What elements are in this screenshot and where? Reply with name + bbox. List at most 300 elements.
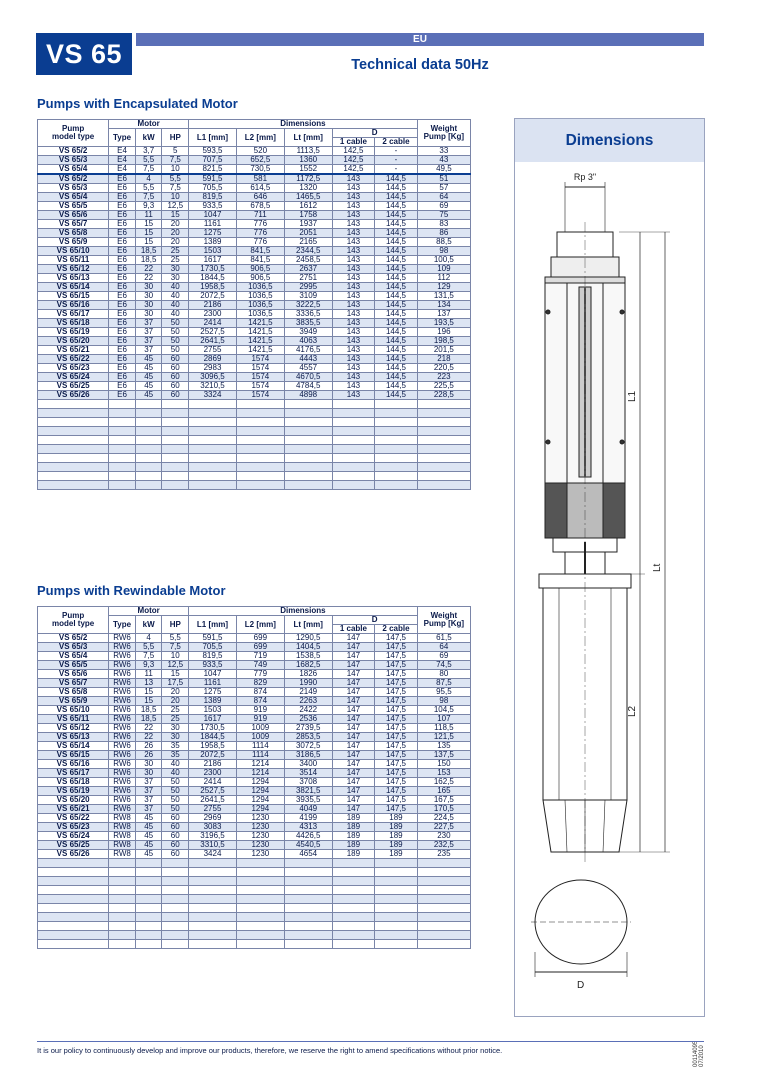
- table-cell: E4: [109, 147, 136, 156]
- table-cell: E6: [109, 355, 136, 364]
- table-cell: 4898: [284, 391, 332, 400]
- table-cell: 45: [135, 373, 162, 382]
- table-cell: 4: [135, 174, 162, 184]
- table-cell: E4: [109, 165, 136, 175]
- table-cell: 87,5: [417, 679, 470, 688]
- table-cell: RW6: [109, 805, 136, 814]
- col-weight-unit: Pump [Kg]: [423, 619, 465, 628]
- table-cell: 4: [135, 634, 162, 643]
- table-cell: 3336,5: [284, 310, 332, 319]
- table-cell: VS 65/9: [38, 238, 109, 247]
- table-cell: 1758: [284, 211, 332, 220]
- table-cell: 1230: [236, 850, 284, 859]
- table-row: [38, 814, 471, 823]
- table-cell: RW6: [109, 697, 136, 706]
- table-row-empty: [38, 409, 471, 418]
- table-cell: VS 65/4: [38, 193, 109, 202]
- table-cell: 3400: [284, 760, 332, 769]
- table-cell: 144,5: [375, 292, 418, 301]
- table-cell: VS 65/14: [38, 742, 109, 751]
- table-cell: E6: [109, 256, 136, 265]
- table-cell: 2641,5: [189, 337, 237, 346]
- table-cell: 4176,5: [284, 346, 332, 355]
- table-row: [38, 841, 471, 850]
- table-row-empty: [38, 481, 471, 490]
- table-cell: 189: [332, 850, 375, 859]
- table-row-empty: [38, 445, 471, 454]
- table-cell: E6: [109, 310, 136, 319]
- table-cell: 933,5: [189, 661, 237, 670]
- table-cell: VS 65/4: [38, 652, 109, 661]
- table-cell: 147,5: [375, 715, 418, 724]
- table-cell: 15: [135, 697, 162, 706]
- col-pump: Pump: [62, 124, 85, 133]
- table-cell: VS 65/24: [38, 373, 109, 382]
- col-weight: [417, 120, 470, 147]
- col-hp: HP: [162, 616, 189, 634]
- table-cell: 189: [332, 832, 375, 841]
- rp-label: Rp 3": [573, 172, 597, 182]
- table-row: [38, 679, 471, 688]
- table-cell: 1421,5: [236, 346, 284, 355]
- table-cell: 2165: [284, 238, 332, 247]
- table-cell: VS 65/16: [38, 760, 109, 769]
- table-cell: 3096,5: [189, 373, 237, 382]
- table-cell: VS 65/15: [38, 292, 109, 301]
- table-cell: 150: [417, 760, 470, 769]
- table-cell: E6: [109, 193, 136, 202]
- table-cell: VS 65/26: [38, 850, 109, 859]
- table-cell: 144,5: [375, 337, 418, 346]
- table-cell: VS 65/17: [38, 310, 109, 319]
- table-cell: 5,5: [162, 174, 189, 184]
- col-weight-unit: Pump [Kg]: [423, 132, 465, 141]
- table-row: [38, 742, 471, 751]
- col-model-type: model type: [52, 132, 95, 141]
- table-cell: 143: [332, 256, 375, 265]
- table-cell: VS 65/10: [38, 706, 109, 715]
- table-cell: 10: [162, 652, 189, 661]
- table-cell: 60: [162, 355, 189, 364]
- table-cell: 2739,5: [284, 724, 332, 733]
- table-cell: VS 65/3: [38, 643, 109, 652]
- table-row-empty: [38, 931, 471, 940]
- table-cell: 12,5: [162, 661, 189, 670]
- table-cell: 88,5: [417, 238, 470, 247]
- table-cell: VS 65/3: [38, 156, 109, 165]
- table-cell: 2527,5: [189, 328, 237, 337]
- table-cell: VS 65/3: [38, 184, 109, 193]
- table-cell: 143: [332, 184, 375, 193]
- table-cell: VS 65/24: [38, 832, 109, 841]
- table-cell: 1036,5: [236, 301, 284, 310]
- table-cell: 144,5: [375, 274, 418, 283]
- col-kw: kW: [135, 129, 162, 147]
- table-row-empty: [38, 886, 471, 895]
- col-l2: L2 [mm]: [236, 129, 284, 147]
- table-cell: 193,5: [417, 319, 470, 328]
- drawing-code: 00114095 07/2010: [693, 1040, 705, 1067]
- table-cell: E6: [109, 247, 136, 256]
- table-cell: 919: [236, 715, 284, 724]
- table-row-empty: [38, 913, 471, 922]
- table-cell: 1114: [236, 742, 284, 751]
- table-cell: 2983: [189, 364, 237, 373]
- table-cell: 189: [332, 823, 375, 832]
- table-cell: 147,5: [375, 661, 418, 670]
- table-cell: RW6: [109, 661, 136, 670]
- table-cell: 1612: [284, 202, 332, 211]
- table-cell: 144,5: [375, 382, 418, 391]
- table-cell: 144,5: [375, 391, 418, 400]
- table-cell: E6: [109, 238, 136, 247]
- table-cell: VS 65/13: [38, 733, 109, 742]
- table-cell: 80: [417, 670, 470, 679]
- table-cell: 776: [236, 220, 284, 229]
- table-cell: 1230: [236, 823, 284, 832]
- table-cell: 1294: [236, 787, 284, 796]
- table-cell: 1230: [236, 814, 284, 823]
- table-cell: 147,5: [375, 643, 418, 652]
- table-cell: 143: [332, 301, 375, 310]
- table-cell: E6: [109, 211, 136, 220]
- table-cell: 1730,5: [189, 724, 237, 733]
- col-1-cable: 1 cable: [332, 625, 375, 634]
- table-cell: 143: [332, 373, 375, 382]
- table-cell: 143: [332, 174, 375, 184]
- table-cell: 144,5: [375, 301, 418, 310]
- table-row: [38, 301, 471, 310]
- table-cell: VS 65/25: [38, 382, 109, 391]
- table-cell: -: [375, 147, 418, 156]
- table-cell: 98: [417, 247, 470, 256]
- table-cell: 135: [417, 742, 470, 751]
- region-bar: EU: [136, 33, 704, 46]
- col-kw: kW: [135, 616, 162, 634]
- table-cell: 1574: [236, 373, 284, 382]
- table-cell: 121,5: [417, 733, 470, 742]
- table-cell: VS 65/6: [38, 211, 109, 220]
- table-cell: 147,5: [375, 796, 418, 805]
- table-cell: 3949: [284, 328, 332, 337]
- table-cell: 60: [162, 391, 189, 400]
- table-cell: 224,5: [417, 814, 470, 823]
- table-cell: 147,5: [375, 778, 418, 787]
- table-cell: 144,5: [375, 373, 418, 382]
- table-cell: 25: [162, 247, 189, 256]
- table-cell: 1617: [189, 715, 237, 724]
- table-cell: 43: [417, 156, 470, 165]
- table-cell: 30: [162, 274, 189, 283]
- table-row: [38, 697, 471, 706]
- table-cell: 5,5: [135, 643, 162, 652]
- table-cell: 15: [135, 229, 162, 238]
- table-cell: E6: [109, 328, 136, 337]
- table-cell: 144,5: [375, 184, 418, 193]
- table-cell: 143: [332, 364, 375, 373]
- table-cell: 142,5: [332, 147, 375, 156]
- table-cell: 3196,5: [189, 832, 237, 841]
- table-cell: -: [375, 156, 418, 165]
- table-row-empty: [38, 904, 471, 913]
- table-cell: 2869: [189, 355, 237, 364]
- table-cell: 15: [162, 670, 189, 679]
- table-cell: 189: [375, 841, 418, 850]
- table-cell: 5,5: [162, 634, 189, 643]
- table-cell: 4784,5: [284, 382, 332, 391]
- table-cell: 1503: [189, 247, 237, 256]
- col-l1: L1 [mm]: [189, 616, 237, 634]
- lt-label: Lt: [652, 563, 663, 572]
- table-cell: 147: [332, 697, 375, 706]
- table-cell: 144,5: [375, 202, 418, 211]
- table-cell: 30: [162, 724, 189, 733]
- table-row-empty: [38, 454, 471, 463]
- table-cell: 1552: [284, 165, 332, 175]
- table-cell: 143: [332, 346, 375, 355]
- table-cell: 1214: [236, 760, 284, 769]
- table-cell: VS 65/5: [38, 661, 109, 670]
- table-cell: 50: [162, 328, 189, 337]
- table-cell: 235: [417, 850, 470, 859]
- table-cell: 3935,5: [284, 796, 332, 805]
- table-cell: 147,5: [375, 805, 418, 814]
- table-cell: 143: [332, 382, 375, 391]
- table-cell: 1320: [284, 184, 332, 193]
- table-cell: RW6: [109, 742, 136, 751]
- table-cell: 730,5: [236, 165, 284, 175]
- table-cell: 20: [162, 229, 189, 238]
- section-title-encapsulated: Pumps with Encapsulated Motor: [37, 96, 238, 111]
- table-row: [38, 769, 471, 778]
- table-cell: 699: [236, 634, 284, 643]
- table-cell: 17,5: [162, 679, 189, 688]
- col-1-cable: 1 cable: [332, 138, 375, 147]
- table-cell: 144,5: [375, 238, 418, 247]
- table-cell: VS 65/9: [38, 697, 109, 706]
- table-row: [38, 184, 471, 193]
- table-cell: 25: [162, 706, 189, 715]
- table-cell: 1465,5: [284, 193, 332, 202]
- table-cell: 719: [236, 652, 284, 661]
- table-cell: VS 65/26: [38, 391, 109, 400]
- table-cell: 37: [135, 328, 162, 337]
- table-row-empty: [38, 427, 471, 436]
- col-lt: Lt [mm]: [284, 616, 332, 634]
- table-cell: 109: [417, 265, 470, 274]
- table-cell: 223: [417, 373, 470, 382]
- table-cell: VS 65/8: [38, 229, 109, 238]
- table-cell: 20: [162, 688, 189, 697]
- table-row: [38, 265, 471, 274]
- table-cell: 25: [162, 715, 189, 724]
- table-cell: 2186: [189, 760, 237, 769]
- table-cell: 18,5: [135, 247, 162, 256]
- table-cell: 10: [162, 193, 189, 202]
- table-cell: 60: [162, 814, 189, 823]
- table-cell: RW6: [109, 715, 136, 724]
- table-cell: 129: [417, 283, 470, 292]
- table-cell: 821,5: [189, 165, 237, 175]
- page-title: Technical data 50Hz: [351, 57, 489, 73]
- table-cell: 15: [135, 688, 162, 697]
- col-weight-label: Weight: [430, 611, 458, 620]
- table-cell: 819,5: [189, 193, 237, 202]
- table-cell: 7,5: [162, 643, 189, 652]
- table-cell: 1574: [236, 382, 284, 391]
- table-cell: 143: [332, 391, 375, 400]
- table-cell: 22: [135, 265, 162, 274]
- table-cell: 45: [135, 823, 162, 832]
- table-cell: VS 65/23: [38, 823, 109, 832]
- table-cell: 1421,5: [236, 328, 284, 337]
- table-cell: RW6: [109, 769, 136, 778]
- table-cell: 3186,5: [284, 751, 332, 760]
- table-cell: 45: [135, 814, 162, 823]
- table-cell: 137,5: [417, 751, 470, 760]
- table-cell: VS 65/18: [38, 319, 109, 328]
- table-cell: 705,5: [189, 643, 237, 652]
- dimensions-title: Dimensions: [515, 119, 704, 162]
- table-cell: 144,5: [375, 355, 418, 364]
- table-cell: VS 65/21: [38, 805, 109, 814]
- table-cell: 75: [417, 211, 470, 220]
- table-cell: 776: [236, 238, 284, 247]
- table-cell: 3072,5: [284, 742, 332, 751]
- table-cell: 147: [332, 661, 375, 670]
- table-cell: 3424: [189, 850, 237, 859]
- table-cell: 147,5: [375, 652, 418, 661]
- table-row-empty: [38, 877, 471, 886]
- table-cell: RW8: [109, 841, 136, 850]
- table-cell: 3222,5: [284, 301, 332, 310]
- table-cell: 4199: [284, 814, 332, 823]
- table-cell: RW6: [109, 634, 136, 643]
- table-cell: 2051: [284, 229, 332, 238]
- table-cell: 1294: [236, 778, 284, 787]
- table-cell: VS 65/5: [38, 202, 109, 211]
- table-cell: 143: [332, 283, 375, 292]
- d-label: D: [577, 980, 585, 991]
- table-cell: 220,5: [417, 364, 470, 373]
- col-dimensions: Dimensions: [189, 607, 418, 616]
- table-row: [38, 274, 471, 283]
- table-cell: 933,5: [189, 202, 237, 211]
- table-cell: VS 65/7: [38, 679, 109, 688]
- table-cell: 1844,5: [189, 733, 237, 742]
- table-cell: 15: [162, 211, 189, 220]
- table-cell: 45: [135, 355, 162, 364]
- table-cell: 711: [236, 211, 284, 220]
- table-cell: E6: [109, 283, 136, 292]
- table-row: [38, 310, 471, 319]
- table-cell: 3821,5: [284, 787, 332, 796]
- table-cell: 147: [332, 796, 375, 805]
- table-cell: 13: [135, 679, 162, 688]
- table-cell: 147: [332, 805, 375, 814]
- table-cell: 18,5: [135, 706, 162, 715]
- table-cell: 137: [417, 310, 470, 319]
- table-row: [38, 760, 471, 769]
- table-cell: 104,5: [417, 706, 470, 715]
- table-cell: 26: [135, 742, 162, 751]
- table-row-empty: [38, 922, 471, 931]
- table-cell: 1421,5: [236, 319, 284, 328]
- table-cell: 2637: [284, 265, 332, 274]
- pump-drawing: [515, 162, 704, 1016]
- table-cell: 7,5: [135, 193, 162, 202]
- table-row: [38, 382, 471, 391]
- table-cell: 143: [332, 310, 375, 319]
- table-cell: 162,5: [417, 778, 470, 787]
- table-cell: 30: [135, 283, 162, 292]
- table-cell: 7,5: [135, 652, 162, 661]
- table-cell: 147,5: [375, 742, 418, 751]
- table-cell: 60: [162, 850, 189, 859]
- table-cell: 1958,5: [189, 283, 237, 292]
- table-row: [38, 220, 471, 229]
- table-cell: 147,5: [375, 670, 418, 679]
- table-row: [38, 661, 471, 670]
- table-cell: E6: [109, 229, 136, 238]
- col-motor: Motor: [109, 607, 189, 616]
- table-cell: 1503: [189, 706, 237, 715]
- table-row: [38, 202, 471, 211]
- table-cell: VS 65/7: [38, 220, 109, 229]
- table-cell: 144,5: [375, 265, 418, 274]
- table-cell: 2969: [189, 814, 237, 823]
- table-cell: 776: [236, 229, 284, 238]
- table-cell: 1294: [236, 805, 284, 814]
- table-cell: VS 65/15: [38, 751, 109, 760]
- table-row: [38, 832, 471, 841]
- table-cell: 45: [135, 850, 162, 859]
- table-cell: 144,5: [375, 364, 418, 373]
- table-cell: 9,3: [135, 202, 162, 211]
- table-cell: 60: [162, 382, 189, 391]
- table-cell: 10: [162, 165, 189, 175]
- table-cell: 2149: [284, 688, 332, 697]
- table-cell: 906,5: [236, 274, 284, 283]
- table-cell: 2751: [284, 274, 332, 283]
- table-cell: 40: [162, 283, 189, 292]
- table-row-empty: [38, 940, 471, 949]
- table-cell: VS 65/16: [38, 301, 109, 310]
- table-cell: 37: [135, 805, 162, 814]
- table-cell: 749: [236, 661, 284, 670]
- table-cell: 37: [135, 346, 162, 355]
- table-cell: 153: [417, 769, 470, 778]
- table-cell: 147: [332, 688, 375, 697]
- table-cell: RW6: [109, 760, 136, 769]
- table-cell: 144,5: [375, 220, 418, 229]
- table-cell: 83: [417, 220, 470, 229]
- table-row: [38, 147, 471, 156]
- table-cell: 189: [375, 850, 418, 859]
- table-cell: 1826: [284, 670, 332, 679]
- table-cell: 1009: [236, 733, 284, 742]
- table-cell: 98: [417, 697, 470, 706]
- col-lt: Lt [mm]: [284, 129, 332, 147]
- table-cell: 841,5: [236, 247, 284, 256]
- table-cell: 227,5: [417, 823, 470, 832]
- l1-label: L1: [627, 390, 638, 402]
- table-cell: 1275: [189, 229, 237, 238]
- table-cell: 2300: [189, 769, 237, 778]
- table-cell: 37: [135, 778, 162, 787]
- table-cell: 1172,5: [284, 174, 332, 184]
- table-cell: 45: [135, 832, 162, 841]
